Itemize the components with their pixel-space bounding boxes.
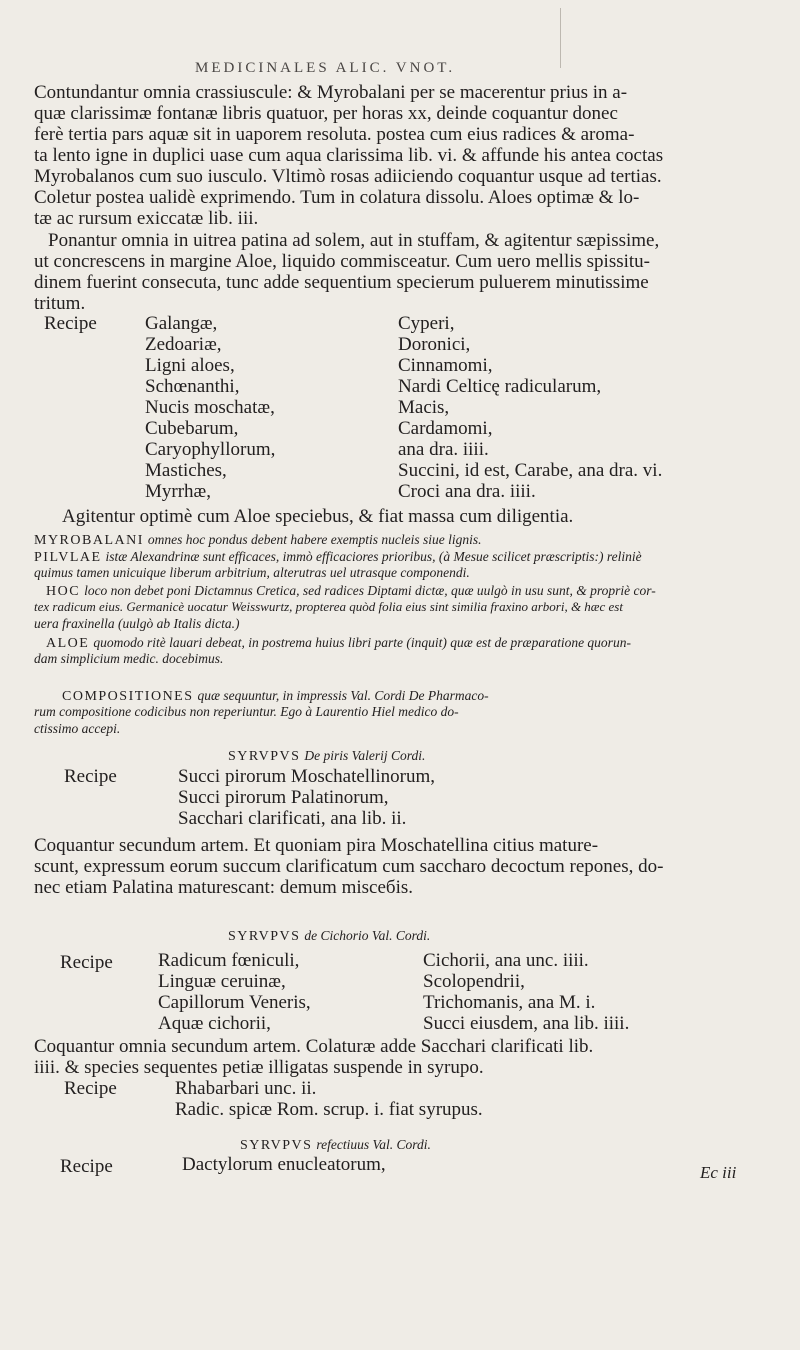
ingredient: Caryophyllorum, — [145, 439, 276, 460]
catchword: Ec iii — [700, 1163, 737, 1182]
note-text: rum compositione codicibus non reperiuntur. Ego à Laurentio Hiel medico do- — [34, 704, 459, 719]
ingredient: Cardamomi, — [398, 418, 493, 439]
note-head: COMPOSITIONES — [62, 689, 194, 704]
text-line: Myrobalanos cum suo iusculo. Vltimò rosas adiiciendo coquantur usque ad tertias. — [34, 166, 662, 187]
text-line: tritum. — [34, 293, 86, 314]
text-line: tæ ac rursum exiccatæ lib. iii. — [34, 208, 259, 229]
syrup-title-italic: de Cichorio Val. Cordi. — [304, 928, 431, 943]
ingredient: Trichomanis, ana M. i. — [423, 992, 596, 1013]
note-text: tex radicum eius. Germanicè uocatur Weisswurtz, propterea quòd folia eius sint similia fraxino arbori, & hæc est — [34, 599, 623, 614]
syrup-ingredients — [178, 766, 435, 829]
syrup-title-caps: SYRVPVS — [240, 1138, 313, 1153]
syrup-title-caps: SYRVPVS — [228, 929, 301, 944]
text-line: ut concrescens in margine Aloe, liquido commisceatur. Cum uero mellis spissitu- — [34, 251, 650, 272]
text-line: nec etiam Palatina maturescant: demum misceбis. — [34, 877, 413, 898]
ingredient: Doronici, — [398, 334, 471, 355]
ingredient: Aquæ cichorii, — [158, 1013, 271, 1034]
ingredient: Succi pirorum Palatinorum, — [178, 787, 389, 808]
note-text: quimus tamen unicuique liberum arbitrium, alterutras uel utrasque componendi. — [34, 565, 470, 580]
note-text: quæ sequuntur, in impressis Val. Cordi De Pharmaco- — [197, 688, 489, 703]
note-head: ALOE — [46, 636, 90, 651]
ingredient: Macis, — [398, 397, 450, 418]
ingredients-right-column — [398, 313, 662, 502]
syrup-ingredients-left — [158, 950, 311, 1034]
syrup-ingredients-right — [423, 950, 629, 1034]
recipe-label: Recipe — [60, 952, 113, 973]
note-text: ctissimo accepi. — [34, 721, 121, 736]
ingredient: Schœnanthi, — [145, 376, 240, 397]
text-line: dinem fuerint consecuta, tunc adde sequentium specierum puluerem minutissime — [34, 272, 649, 293]
syrup-title-italic: refectiuus Val. Cordi. — [316, 1137, 431, 1152]
ingredient: Mastiches, — [145, 460, 227, 481]
ingredient: Linguæ ceruinæ, — [158, 971, 286, 992]
running-header: MEDICINALES ALIC. VNOT. — [195, 60, 456, 76]
note-aloe — [46, 634, 631, 652]
ingredient: Scolopendrii, — [423, 971, 525, 992]
text-line: ferè tertia pars aquæ sit in uaporem resoluta. postea cum eius radices & aroma- — [34, 124, 635, 145]
note-text: quomodo ritè lauari debeat, in postrema huius libri parte (inquit) quæ est de præparatione quorun- — [93, 635, 631, 650]
syrup-title-caps: SYRVPVS — [228, 749, 301, 764]
recipe-label: Recipe — [64, 1078, 117, 1099]
syrup-title-italic: De piris Valerij Cordi. — [304, 748, 426, 763]
text-line: Coquantur omnia secundum artem. Colaturæ adde Sacchari clarificati lib. — [34, 1036, 594, 1057]
recipe-label: Recipe — [44, 313, 97, 334]
ingredient: Radic. spicæ Rom. scrup. i. fiat syrupus. — [175, 1099, 483, 1120]
text-line: Coquantur secundum artem. Et quoniam pira Moschatellina citius mature- — [34, 835, 599, 856]
ingredient: Rhabarbari unc. ii. — [175, 1078, 317, 1099]
ingredient: Cichorii, ana unc. iiii. — [423, 950, 589, 971]
syrup-ingredients-extra — [175, 1078, 483, 1120]
ingredient: Radicum fœniculi, — [158, 950, 300, 971]
note-pilvlae — [34, 548, 642, 566]
note-hoc — [46, 582, 656, 600]
text-line: scunt, expressum eorum succum clarificatum cum saccharo decoctum repones, do- — [34, 856, 664, 877]
note-text: loco non debet poni Dictamnus Cretica, sed radices Diptami dictæ, quæ uulgò in usu sunt, & propriè cor- — [84, 583, 656, 598]
note-text: istæ Alexandrinæ sunt efficaces, immò efficaciores prioribus, (à Mesue scilicet præscriptis:) reliniè — [105, 549, 642, 564]
ingredient: Nucis moschatæ, — [145, 397, 275, 418]
compositiones-first-line — [62, 687, 489, 705]
text-line: ta lento igne in duplici uase cum aqua clarissima lib. vi. & affunde his antea coctas — [34, 145, 664, 166]
note-text: omnes hoc pondus debent habere exemptis nucleis siue lignis. — [147, 532, 482, 547]
ingredient: Capillorum Veneris, — [158, 992, 311, 1013]
text-line: quæ clarissimæ fontanæ libris quatuor, per horas xx, deinde coquantur donec — [34, 103, 618, 124]
ingredient: Galangæ, — [145, 313, 218, 334]
text-line: iiii. & species sequentes petiæ illigatas suspende in syrupo. — [34, 1057, 484, 1078]
ingredient: Cubebarum, — [145, 418, 239, 439]
text-line: Coletur postea ualidè exprimendo. Tum in colatura dissolu. Aloes optimæ & lo- — [34, 187, 640, 208]
text-line: Contundantur omnia crassiuscule: & Myrobalani per se macerentur prius in a- — [34, 82, 628, 103]
ingredient: Cinnamomi, — [398, 355, 493, 376]
ingredient: Succi eiusdem, ana lib. iiii. — [423, 1013, 630, 1034]
recipe-label: Recipe — [64, 766, 117, 787]
ingredient: Sacchari clarificati, ana lib. ii. — [178, 808, 407, 829]
ingredient: Ligni aloes, — [145, 355, 235, 376]
ingredient: Myrrhæ, — [145, 481, 211, 502]
ingredient: Succini, id est, Carabe, ana dra. vi. — [398, 460, 663, 481]
note-text: uera fraxinella (uulgò ab Italis dicta.) — [34, 616, 240, 631]
ingredient: Succi pirorum Moschatellinorum, — [178, 766, 435, 787]
note-head: PILVLAE — [34, 550, 102, 565]
ingredient: Croci ana dra. iiii. — [398, 481, 536, 502]
syrup-title — [240, 1136, 431, 1154]
ingredient: Zedoariæ, — [145, 334, 222, 355]
ingredient: ana dra. iiii. — [398, 439, 489, 460]
ingredients-left-column — [145, 313, 275, 502]
closing-line: Agitentur optimè cum Aloe speciebus, & fiat massa cum diligentia. — [62, 506, 574, 527]
note-head: MYROBALANI — [34, 533, 144, 548]
ingredient: Dactylorum enucleatorum, — [182, 1154, 386, 1175]
syrup-title — [228, 927, 430, 945]
note-myrobalani — [34, 531, 481, 549]
syrup-title — [228, 747, 425, 765]
recipe-label: Recipe — [60, 1156, 113, 1177]
ingredient: Cyperi, — [398, 313, 455, 334]
note-text: dam simplicium medic. docebimus. — [34, 651, 224, 666]
ingredient: Nardi Celticę radicularum, — [398, 376, 602, 397]
note-head: HOC — [46, 584, 81, 599]
text-line: Ponantur omnia in uitrea patina ad solem, aut in stuffam, & agitentur sæpissime, — [48, 230, 660, 251]
page-fold-mark — [560, 8, 561, 68]
